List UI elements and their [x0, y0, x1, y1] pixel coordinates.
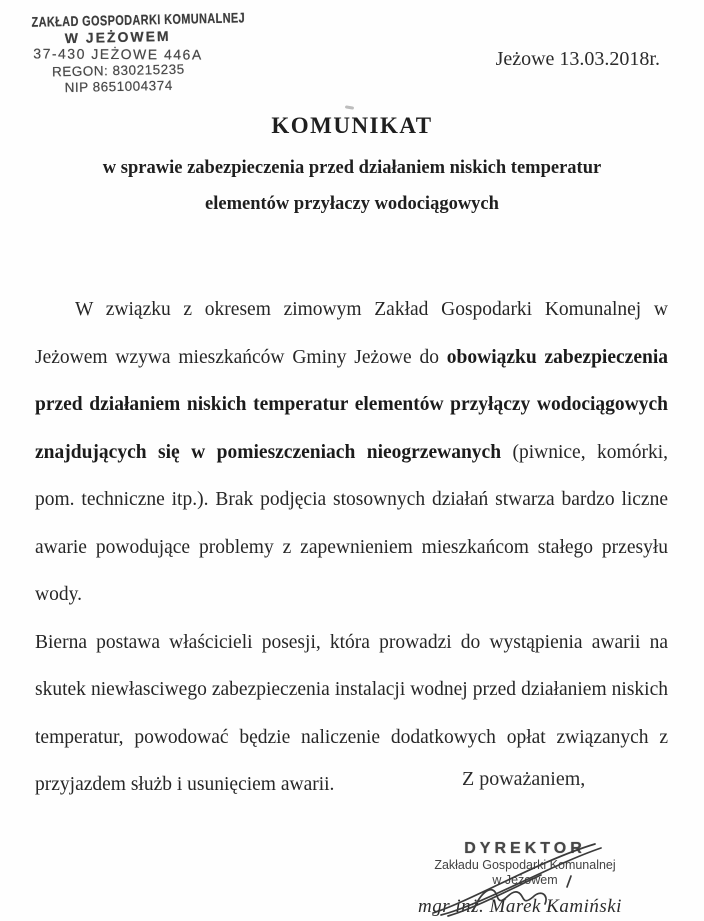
body-paragraph-2: Bierna postawa właścicieli posesji, która prowadzi do wystąpienia awarii na skutek niewłasciwego zabezpieczenia instalacji wodnej przed działaniem niskich temperatur, powodować będzie naliczenie dodatkowych opłat związanych z przyjazdem służb i usunięciem awarii. — [35, 631, 668, 795]
scan-artifact — [345, 105, 354, 110]
letter-body — [35, 286, 668, 809]
letterhead-stamp — [7, 9, 246, 97]
letterhead-org-name: ZAKŁAD GOSPODARKI KOMUNALNEJ — [31, 9, 246, 30]
closing-salutation: Z poważaniem, — [462, 768, 586, 790]
paragraph1-bold: obowiązku zabezpieczenia przed działaniem niskich temperatur elementów przyłączy wodociągowych znajdujących się w pomieszczeniach nieogrzewanych — [35, 346, 668, 463]
director-signature-block — [418, 840, 632, 918]
letterhead-org-location: W JEŻOWEM — [64, 27, 171, 47]
director-stamp-title: DYREKTOR — [464, 840, 586, 857]
document-title: KOMUNIKAT — [271, 113, 433, 138]
director-stamp-location: w Jeżowem — [492, 873, 558, 887]
document-subtitle-line1: w sprawie zabezpieczenia przed działaniem niskich temperatur — [102, 158, 602, 178]
letterhead-nip: NIP 8651004374 — [64, 77, 173, 96]
letterhead-address: 37-430 JEŻOWE 446A — [33, 45, 203, 63]
director-stamp-org: Zakładu Gospodarki Komunalnej — [434, 858, 616, 872]
paragraph1-normal-start: W związku z okresem zimowym Zakład Gospodarki Komunalnej w Jeżowem wzywa mieszkańców Gminy Jeżowe do — [35, 299, 668, 368]
letterhead-regon: REGON: 830215235 — [51, 61, 185, 80]
signatory-name: mgr inż. Marek Kamiński — [418, 896, 622, 917]
body-paragraph-1 — [35, 286, 668, 619]
date-line: Jeżowe 13.03.2018r. — [495, 48, 660, 70]
document-subtitle-line2: elementów przyłaczy wodociągowych — [205, 194, 499, 214]
paragraph1-normal-end: (piwnice, komórki, pom. techniczne itp.). Brak podjęcia stosownych działań stwarza bardzo liczne awarie powodujące problemy z zapewnieniem mieszkańcom stałego przesyłu wody. — [35, 441, 668, 605]
